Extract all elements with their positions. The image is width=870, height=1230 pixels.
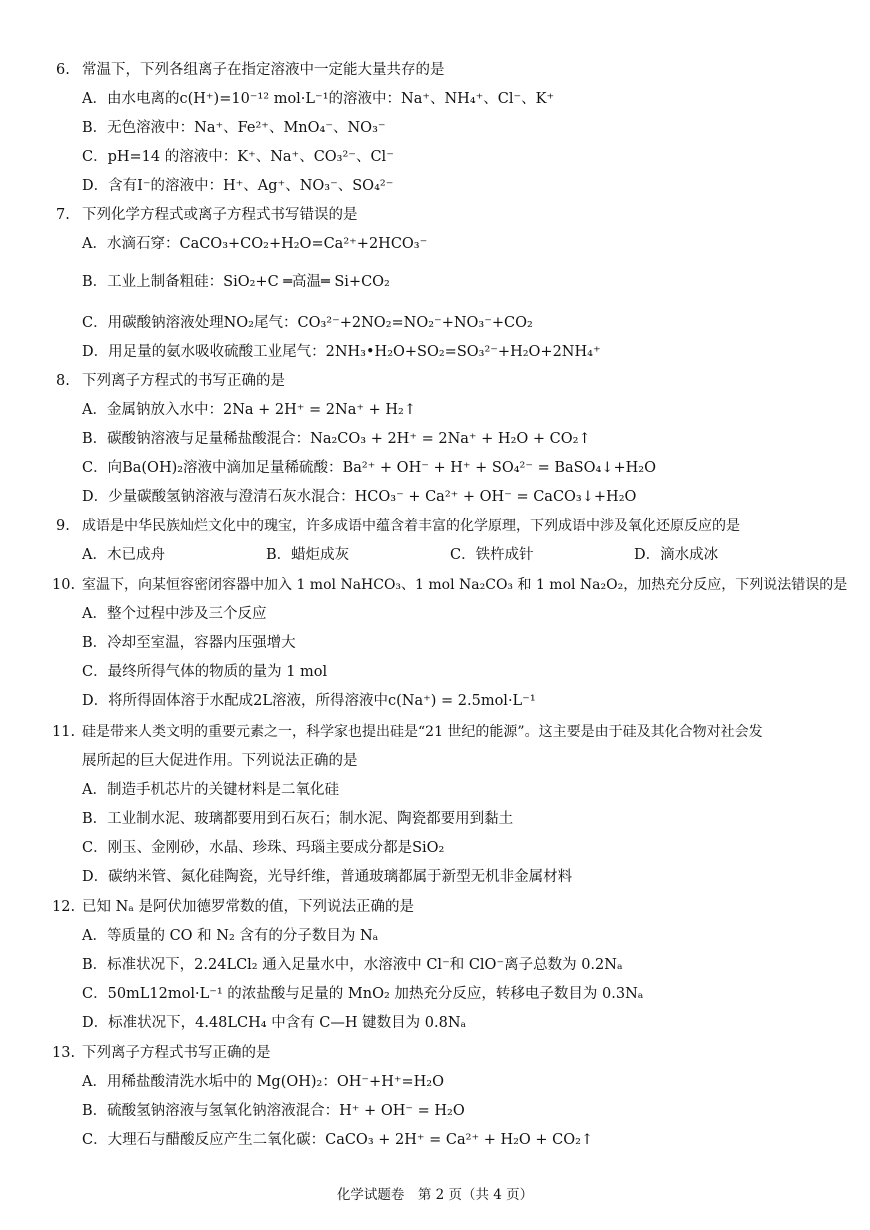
question-13-option-a: A．用稀盐酸清洗水垢中的 Mg(OH)₂：OH⁻+H⁺=H₂O [82, 1074, 444, 1090]
question-11-option-d: D．碳纳米管、氮化硅陶瓷，光导纤维，普通玻璃都属于新型无机非金属材料 [82, 869, 573, 885]
question-8-option-c: C．向Ba(OH)₂溶液中滴加足量稀硫酸：Ba²⁺ + OH⁻ + H⁺ + SO₄²⁻ = BaSO₄↓+H₂O [82, 460, 656, 476]
question-10-stem-line [0, 571, 870, 600]
question-12-option-c: C．50mL12mol·L⁻¹ 的浓盐酸与足量的 MnO₂ 加热充分反应，转移电子数目为 0.3Nₐ [82, 986, 644, 1002]
question-10-option-a: A．整个过程中涉及三个反应 [82, 606, 267, 622]
question-12-stem-line [0, 893, 870, 922]
question-7-option-b: B．工业上制备粗硅：SiO₂+C ═高温═ Si+CO₂ [82, 274, 390, 290]
question-11-stem-line [0, 718, 870, 747]
question-8-option-d: D．少量碳酸氢钠溶液与澄清石灰水混合：HCO₃⁻ + Ca²⁺ + OH⁻ = CaCO₃↓+H₂O [82, 489, 637, 505]
question-11-option-c: C．刚玉、金刚砂，水晶、珍珠、玛瑙主要成分都是SiO₂ [82, 840, 445, 856]
question-stem: 硅是带来人类文明的重要元素之一，科学家也提出硅是“21 世纪的能源”。这主要是由于硅及其化合物对社会发 [82, 724, 763, 740]
page-footer: 化学试题卷 第 2 页（共 4 页） [336, 1187, 534, 1203]
question-stem: 下列离子方程式的书写正确的是 [82, 373, 285, 389]
question-11-stem-line-2 [0, 747, 870, 776]
question-12-option-d: D．标准状况下，4.48LCH₄ 中含有 C—H 键数目为 0.8Nₐ [82, 1015, 467, 1031]
question-stem: 下列离子方程式书写正确的是 [82, 1045, 271, 1061]
question-stem: 室温下，向某恒容密闭容器中加入 1 mol NaHCO₃、1 mol Na₂CO₃ 和 1 mol Na₂O₂，加热充分反应，下列说法错误的是 [82, 577, 848, 593]
question-7-option-a: A．水滴石穿：CaCO₃+CO₂+H₂O=Ca²⁺+2HCO₃⁻ [82, 236, 428, 252]
question-9-options-row [0, 541, 870, 570]
question-number: 7. [56, 207, 70, 223]
question-13-option-c: C．大理石与醋酸反应产生二氧化碳：CaCO₃ + 2H⁺ = Ca²⁺ + H₂O + CO₂↑ [82, 1132, 594, 1148]
question-stem: 成语是中华民族灿烂文化中的瑰宝，许多成语中蕴含着丰富的化学原理，下列成语中涉及氧化还原反应的是 [82, 518, 740, 534]
question-stem: 常温下，下列各组离子在指定溶液中一定能大量共存的是 [82, 62, 445, 78]
question-6-stem-line [0, 56, 870, 85]
question-8-option-a: A．金属钠放入水中：2Na + 2H⁺ = 2Na⁺ + H₂↑ [82, 402, 416, 418]
question-6-option-b: B．无色溶液中：Na⁺、Fe²⁺、MnO₄⁻、NO₃⁻ [82, 120, 386, 136]
question-8-option-b: B．碳酸钠溶液与足量稀盐酸混合：Na₂CO₃ + 2H⁺ = 2Na⁺ + H₂O + CO₂↑ [82, 431, 591, 447]
question-12-option-b: B．标准状况下，2.24LCl₂ 通入足量水中，水溶液中 Cl⁻和 ClO⁻离子总数为 0.2Nₐ [82, 957, 623, 973]
question-8-stem-line [0, 367, 870, 396]
question-12-option-a: A．等质量的 CO 和 N₂ 含有的分子数目为 Nₐ [82, 928, 379, 944]
question-7-option-d: D．用足量的氨水吸收硫酸工业尾气：2NH₃•H₂O+SO₂=SO₃²⁻+H₂O+2NH₄⁺ [82, 344, 601, 360]
question-stem: 已知 Nₐ 是阿伏加德罗常数的值，下列说法正确的是 [82, 899, 414, 915]
question-6-option-a: A．由水电离的c(H⁺)=10⁻¹² mol·L⁻¹的溶液中：Na⁺、NH₄⁺、Cl⁻、K⁺ [82, 91, 555, 107]
question-stem: 下列化学方程式或离子方程式书写错误的是 [82, 207, 358, 223]
question-number: 6. [56, 62, 70, 78]
question-number: 12. [52, 899, 76, 915]
option-c: C．铁杵成针 [450, 547, 534, 563]
question-number: 11. [52, 724, 76, 740]
option-a: A．木已成舟 [82, 547, 165, 563]
option-b: B．蜡炬成灰 [266, 547, 350, 563]
question-10-option-b: B．冷却至室温，容器内压强增大 [82, 635, 296, 651]
question-number: 9. [56, 518, 70, 534]
question-stem-continued: 展所起的巨大促进作用。下列说法正确的是 [82, 753, 358, 769]
question-number: 13. [52, 1045, 76, 1061]
option-d: D．滴水成冰 [634, 547, 719, 563]
question-6-option-d: D．含有I⁻的溶液中：H⁺、Ag⁺、NO₃⁻、SO₄²⁻ [82, 178, 394, 194]
question-11-option-a: A．制造手机芯片的关键材料是二氧化硅 [82, 782, 339, 798]
question-number: 8. [56, 373, 70, 389]
question-10-option-d: D．将所得固体溶于水配成2L溶液，所得溶液中c(Na⁺) = 2.5mol·L⁻¹ [82, 693, 536, 709]
question-7-stem-line [0, 201, 870, 230]
question-number: 10. [52, 577, 76, 593]
question-9-stem-line [0, 512, 870, 541]
question-10-option-c: C．最终所得气体的物质的量为 1 mol [82, 664, 328, 680]
question-6-option-c: C．pH=14 的溶液中：K⁺、Na⁺、CO₃²⁻、Cl⁻ [82, 149, 394, 165]
question-13-stem-line [0, 1039, 870, 1068]
question-11-option-b: B．工业制水泥、玻璃都要用到石灰石；制水泥、陶瓷都要用到黏土 [82, 811, 514, 827]
question-13-option-b: B．硫酸氢钠溶液与氢氧化钠溶液混合：H⁺ + OH⁻ = H₂O [82, 1103, 465, 1119]
question-7-option-c: C．用碳酸钠溶液处理NO₂尾气：CO₃²⁻+2NO₂=NO₂⁻+NO₃⁻+CO₂ [82, 315, 533, 331]
